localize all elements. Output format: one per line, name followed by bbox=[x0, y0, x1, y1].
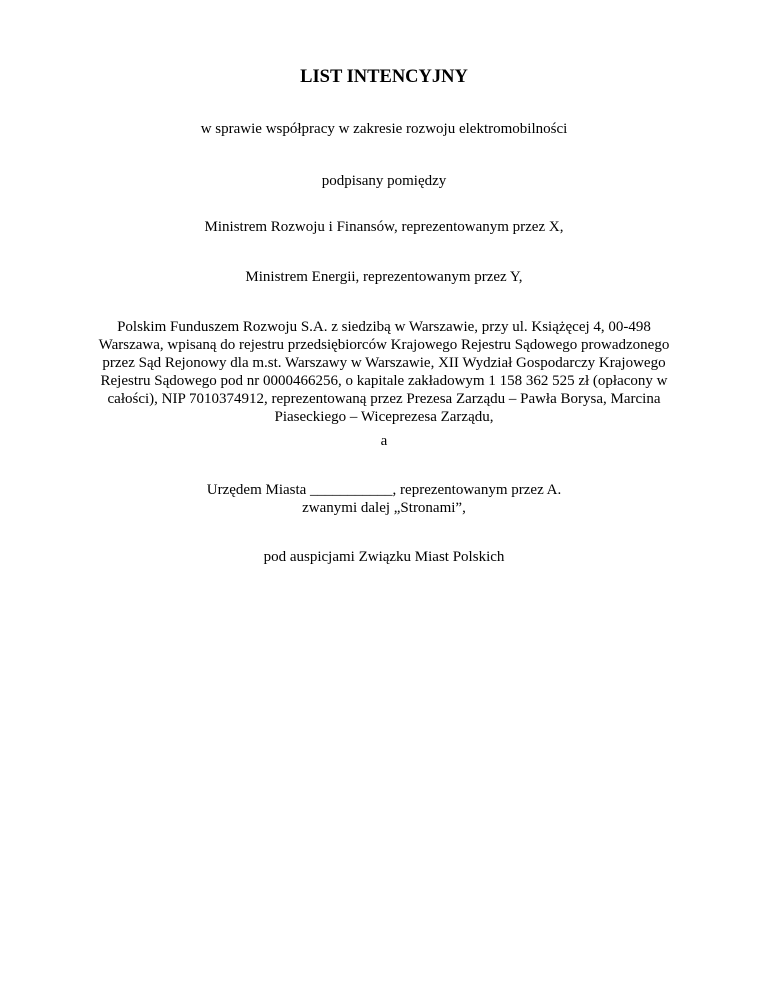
party-pfr-line: przez Sąd Rejonowy dla m.st. Warszawy w Warszawie, XII Wydział Gospodarczy Krajowego bbox=[102, 355, 666, 371]
party-ministry-energy: Ministrem Energii, reprezentowanym przez Y, bbox=[245, 269, 523, 285]
party-pfr-line: Piaseckiego – Wiceprezesa Zarządu, bbox=[274, 409, 494, 425]
document-title: LIST INTENCYJNY bbox=[300, 67, 468, 87]
party-pfr-line: Warszawa, wpisaną do rejestru przedsiębiorców Krajowego Rejestru Sądowego prowadzonego bbox=[98, 337, 670, 353]
party-pfr-paragraph bbox=[40, 318, 728, 426]
party-pfr-line: Rejestru Sądowego pod nr 0000466256, o kapitale zakładowym 1 158 362 525 zł (opłacony w bbox=[100, 373, 668, 389]
party-pfr-line: całości), NIP 7010374912, reprezentowaną przez Prezesa Zarządu – Pawła Borysa, Marcina bbox=[107, 391, 661, 407]
party-pfr-line: Polskim Funduszem Rozwoju S.A. z siedzibą w Warszawie, przy ul. Książęcej 4, 00-498 bbox=[117, 319, 651, 335]
signed-between-text: podpisany pomiędzy bbox=[321, 173, 447, 189]
auspices-text: pod auspicjami Związku Miast Polskich bbox=[263, 549, 505, 565]
party-city-office bbox=[40, 481, 728, 517]
conjunction-text: a bbox=[380, 433, 388, 449]
parties-definition-line: zwanymi dalej „Stronami”, bbox=[302, 500, 466, 516]
party-city-office-line: Urzędem Miasta ___________, reprezentowanym przez A. bbox=[206, 482, 562, 498]
party-ministry-development: Ministrem Rozwoju i Finansów, reprezentowanym przez X, bbox=[204, 219, 564, 235]
document-subject: w sprawie współpracy w zakresie rozwoju elektromobilności bbox=[200, 121, 568, 137]
